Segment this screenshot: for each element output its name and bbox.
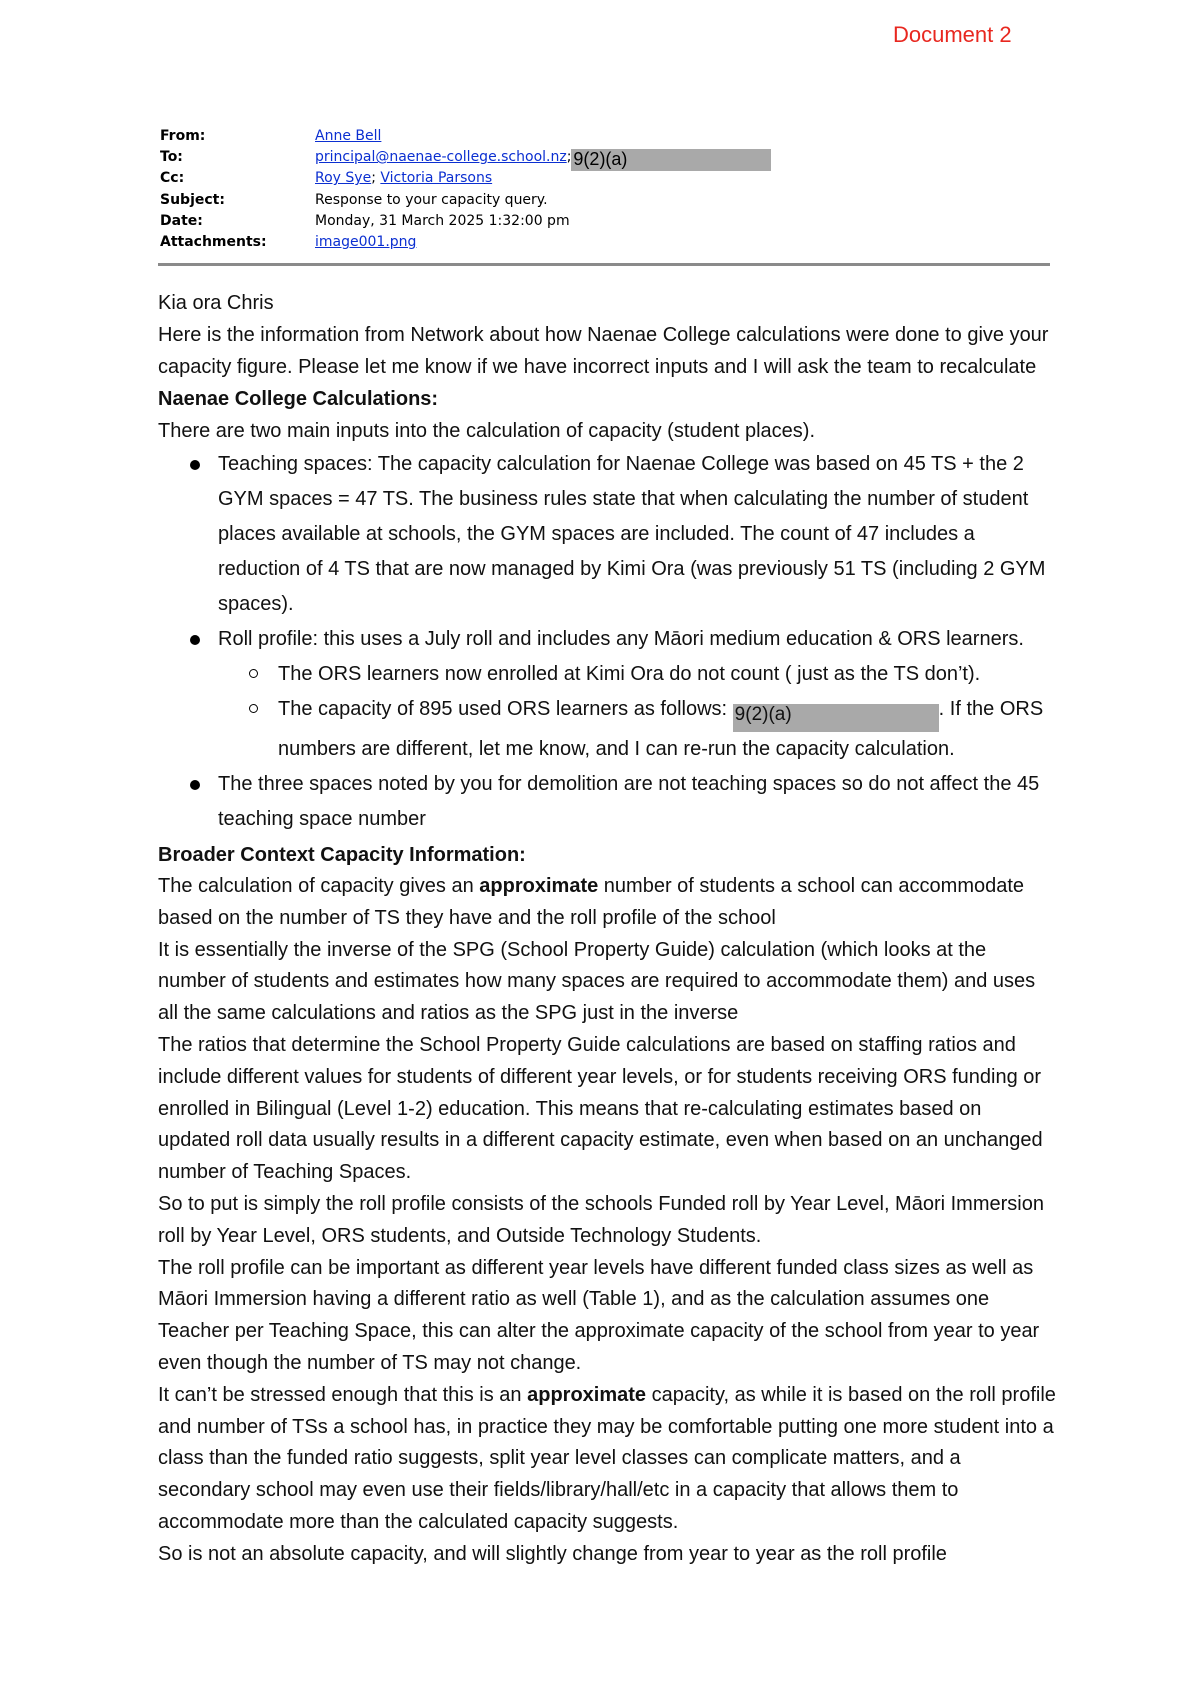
attachment-link[interactable]: image001.png xyxy=(315,233,417,250)
context-paragraphs xyxy=(158,871,1058,1571)
para-not-absolute: So is not an absolute capacity, and will slightly change from year to year as the roll profile xyxy=(158,1542,947,1565)
email-header xyxy=(160,126,771,253)
header-divider xyxy=(158,263,1050,266)
intro-paragraph: Here is the information from Network about how Naenae College calculations were done to give your capacity figure. Please let me know if we have incorrect inputs and I will ask the team to recalculate xyxy=(158,324,1049,378)
inputs-intro: There are two main inputs into the calculation of capacity (student places). xyxy=(158,420,816,442)
bullet-roll-profile xyxy=(158,622,1058,767)
p6-pre: It can’t be stressed enough that this is an xyxy=(158,1383,528,1406)
date-row xyxy=(160,211,771,232)
p1-post: number of students a school can accommodate based on the number of TS they have and the roll profile of the school xyxy=(158,875,1025,929)
heading-calculations: Naenae College Calculations: xyxy=(158,388,439,410)
date-value: Monday, 31 March 2025 1:32:00 pm xyxy=(315,212,570,229)
to-separator: ; xyxy=(566,149,572,166)
date-label: Date: xyxy=(160,212,203,229)
bullet-roll-profile-text: Roll profile: this uses a July roll and includes any Māori medium education & ORS learners. xyxy=(218,628,1024,650)
heading-broader-context: Broader Context Capacity Information: xyxy=(158,844,526,866)
to-row xyxy=(160,147,771,168)
from-label: From: xyxy=(160,128,206,144)
cc-label: Cc: xyxy=(160,170,185,187)
subject-label: Subject: xyxy=(160,191,225,208)
to-link[interactable]: principal@naenae-college.school.nz xyxy=(315,149,567,166)
p1-pre: The calculation of capacity gives an xyxy=(158,875,480,897)
bullet-demolition: The three spaces noted by you for demolition are not teaching spaces so do not affect the 45 teaching space number xyxy=(158,767,1058,837)
cc-row xyxy=(160,168,771,189)
bullet-teaching-spaces: Teaching spaces: The capacity calculation for Naenae College was based on 45 TS + the 2 GYM spaces = 47 TS. The business rules state that when calculating the number of student places available at schools, the GYM spaces are included. The count of 47 includes a reduction of 4 TS that are now managed by Kimi Ora (was previously 51 TS (including 2 GYM spaces). xyxy=(158,447,1058,622)
para-inverse-spg: It is essentially the inverse of the SPG (School Property Guide) calculation (which looks at the number of students and estimates how many spaces are required to accommodate them) and uses all the same calculations and ratios as the SPG just in the inverse xyxy=(158,938,1036,1025)
sub-bullet-ors-capacity xyxy=(218,692,1058,767)
cc-link-roy-sye[interactable]: Roy Sye xyxy=(315,170,372,187)
p1-bold: approximate xyxy=(479,875,599,897)
from-link[interactable]: Anne Bell xyxy=(315,128,382,144)
para-ratios: The ratios that determine the School Property Guide calculations are based on staffing ratios and include different values for students of different year levels, or for students receiving ORS funding or enrolled in Bilingual (Level 1-2) education. This means that re-calculating estimates based on updated roll data usually results in a different capacity estimate, even when based on an unchanged number of Teaching Spaces. xyxy=(158,1033,1043,1184)
para-stressed xyxy=(158,1380,1058,1539)
sub-bullet-ors-kimi-ora: The ORS learners now enrolled at Kimi Ora do not count ( just as the TS don’t). xyxy=(218,657,1058,692)
subject-value: Response to your capacity query. xyxy=(315,191,548,208)
cc-link-victoria-parsons[interactable]: Victoria Parsons xyxy=(380,170,493,187)
greeting: Kia ora Chris xyxy=(158,292,274,314)
roll-profile-sub-bullets xyxy=(218,657,1058,767)
ors-redaction: 9(2)(a) xyxy=(733,704,939,732)
to-label: To: xyxy=(160,149,183,166)
document-label: Document 2 xyxy=(893,22,1012,47)
para-roll-profile: So to put is simply the roll profile consists of the schools Funded roll by Year Level, Māori Immersion roll by Year Level, ORS students, and Outside Technology Students. xyxy=(158,1192,1044,1247)
sub-bullet-2-post: . If the ORS numbers are different, let me know, and I can re-run the capacity calculation. xyxy=(278,698,1044,760)
para-approximate xyxy=(158,871,1058,935)
subject-row xyxy=(160,190,771,211)
from-row xyxy=(160,126,771,147)
email-body xyxy=(158,287,1058,1571)
p6-post: capacity, as while it is based on the roll profile and number of TSs a school has, in practice they may be comfortable putting one more student into a class than the funded ratio suggests, split year level classes can complicate matters, and a secondary school may even use their fields/library/hall/etc in a capacity that allows them to accommodate more than the calculated capacity suggests. xyxy=(158,1383,1056,1533)
cc-separator: ; xyxy=(371,170,381,187)
calculation-bullets xyxy=(158,447,1058,837)
to-redaction: 9(2)(a) xyxy=(571,149,771,171)
attachments-row xyxy=(160,232,771,253)
attachments-label: Attachments: xyxy=(160,233,267,250)
para-year-levels: The roll profile can be important as different year levels have different funded class sizes as well as Māori Immersion having a different ratio as well (Table 1), and as the calculation assumes one Teacher per Teaching Space, this can alter the approximate capacity of the school from year to year even though the number of TS may not change. xyxy=(158,1256,1040,1374)
sub-bullet-2-pre: The capacity of 895 used ORS learners as follows: xyxy=(278,698,733,720)
p6-bold: approximate xyxy=(527,1383,647,1406)
